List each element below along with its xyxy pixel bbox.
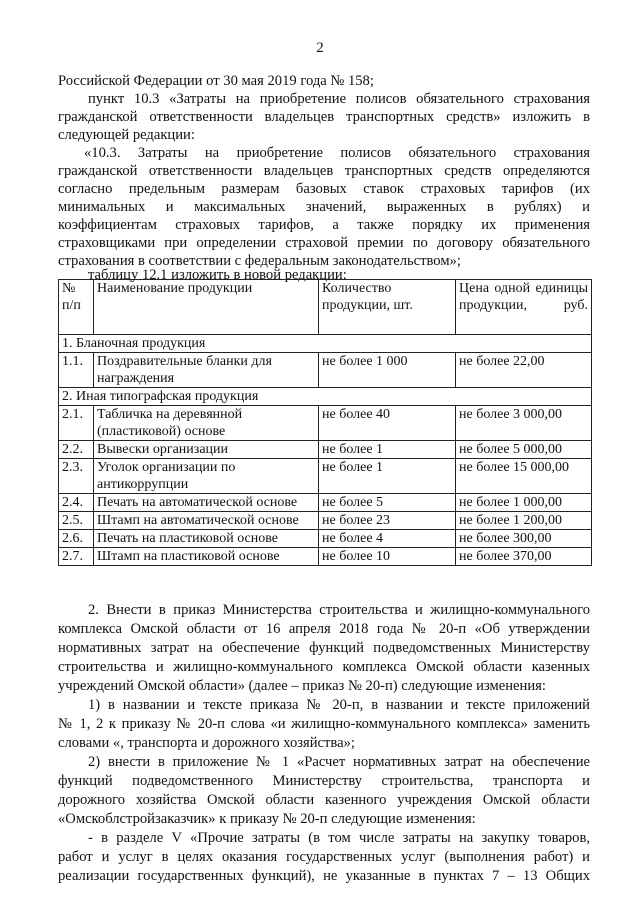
text-line: следующей редакции: [58, 127, 195, 143]
cell-name: Табличка на деревянной (пластиковой) основе [94, 406, 319, 441]
cell-price: не более 300,00 [456, 530, 592, 548]
text-line: словами «, транспорта и дорожного хозяйства»; [58, 735, 355, 751]
header-qty: Количество продукции, шт. [319, 280, 456, 335]
text-line: коэффициентам страховых тарифов, а также порядку их применения [58, 217, 590, 233]
text-line: страховщиками при определении страховой премии по договору обязательного [58, 235, 590, 251]
cell-price: не более 5 000,00 [456, 441, 592, 459]
cell-num: 2.5. [59, 512, 94, 530]
header-name: Наименование продукции [94, 280, 319, 335]
header-price-text: Цена одной единицы продукции, руб. [459, 281, 588, 313]
cell-num: 2.3. [59, 459, 94, 494]
table-row [59, 548, 592, 566]
text-line: 1) в названии и тексте приказа № 20-п, в названии и тексте приложений [88, 697, 590, 713]
cell-num: 2.1. [59, 406, 94, 441]
text-line: пункт 10.3 «Затраты на приобретение полисов обязательного страхования [88, 91, 590, 107]
table-row [59, 459, 592, 494]
table-row [59, 512, 592, 530]
text-line: гражданской ответственности владельцев транспортных средств» изложить в [58, 109, 590, 125]
cell-name: Уголок организации по антикоррупции [94, 459, 319, 494]
cell-num: 2.7. [59, 548, 94, 566]
cell-qty: не более 1 000 [319, 353, 456, 388]
text-line: учреждений Омской области» (далее – приказ № 20-п) следующие изменения: [58, 678, 546, 694]
header-num: № п/п [59, 280, 94, 335]
cell-price: не более 370,00 [456, 548, 592, 566]
text-line: страхования в соответствии с федеральным законодательством»; [58, 253, 461, 269]
text-line: функций подведомственного Министерству строительства, транспорта и [58, 773, 590, 789]
text-line: гражданской ответственности владельцев транспортных средств определяются [58, 163, 590, 179]
text-line: нормативных затрат на обеспечение функций подведомственных Министерству [58, 640, 590, 656]
text-line: работ и услуг в целях оказания государственных услуг (выполнения работ) и [58, 849, 590, 865]
cell-name: Печать на пластиковой основе [94, 530, 319, 548]
cell-qty: не более 23 [319, 512, 456, 530]
table-row [59, 494, 592, 512]
table-header-row [59, 280, 592, 335]
text-line: согласно предельным размерам базовых ставок страховых тарифов (их [58, 181, 590, 197]
cell-num: 1.1. [59, 353, 94, 388]
cell-price: не более 15 000,00 [456, 459, 592, 494]
cell-name: Поздравительные бланки для награждения [94, 353, 319, 388]
text-line: минимальных и максимальных значений, выраженных в рублях) и [58, 199, 590, 215]
cell-num: 2.6. [59, 530, 94, 548]
section-title: 2. Иная типографская продукция [59, 388, 592, 406]
cell-price: не более 1 200,00 [456, 512, 592, 530]
table-row [59, 441, 592, 459]
product-table [58, 279, 592, 566]
cell-qty: не более 10 [319, 548, 456, 566]
cell-qty: не более 5 [319, 494, 456, 512]
text-line: таблицу 12.1 изложить в новой редакции: [88, 267, 347, 283]
section-row [59, 388, 592, 406]
header-price [456, 280, 592, 335]
page-number: 2 [316, 40, 324, 56]
text-line: Российской Федерации от 30 мая 2019 года № 158; [58, 73, 374, 89]
text-line: 2) внести в приложение № 1 «Расчет нормативных затрат на обеспечение [88, 754, 590, 770]
cell-name: Печать на автоматической основе [94, 494, 319, 512]
cell-price: не более 3 000,00 [456, 406, 592, 441]
text-line: комплекса Омской области от 16 апреля 2018 года № 20-п «Об утверждении [58, 621, 590, 637]
cell-price: не более 22,00 [456, 353, 592, 388]
cell-num: 2.4. [59, 494, 94, 512]
section-row [59, 335, 592, 353]
cell-price: не более 1 000,00 [456, 494, 592, 512]
text-line: - в разделе V «Прочие затраты (в том числе затраты на закупку товаров, [88, 830, 590, 846]
table-row [59, 353, 592, 388]
text-line: «10.3. Затраты на приобретение полисов обязательного страхования [84, 145, 590, 161]
cell-num: 2.2. [59, 441, 94, 459]
table-row [59, 530, 592, 548]
table-row [59, 406, 592, 441]
section-title: 1. Бланочная продукция [59, 335, 592, 353]
text-line: дорожного хозяйства Омской области казенного учреждения Омской области [58, 792, 590, 808]
cell-name: Штамп на автоматической основе [94, 512, 319, 530]
text-line: 2. Внести в приказ Министерства строительства и жилищно-коммунального [88, 602, 590, 618]
cell-name: Штамп на пластиковой основе [94, 548, 319, 566]
cell-qty: не более 1 [319, 459, 456, 494]
text-line: строительства и жилищно-коммунального комплекса Омской области казенных [58, 659, 590, 675]
cell-qty: не более 4 [319, 530, 456, 548]
text-line: реализации государственных функций), не указанные в пунктах 7 – 13 Общих [58, 868, 590, 884]
text-line: «Омскоблстройзаказчик» к приказу № 20-п следующие изменения: [58, 811, 476, 827]
cell-qty: не более 40 [319, 406, 456, 441]
cell-qty: не более 1 [319, 441, 456, 459]
text-line: № 1, 2 к приказу № 20-п слова «и жилищно-коммунального комплекса» заменить [58, 716, 590, 732]
cell-name: Вывески организации [94, 441, 319, 459]
